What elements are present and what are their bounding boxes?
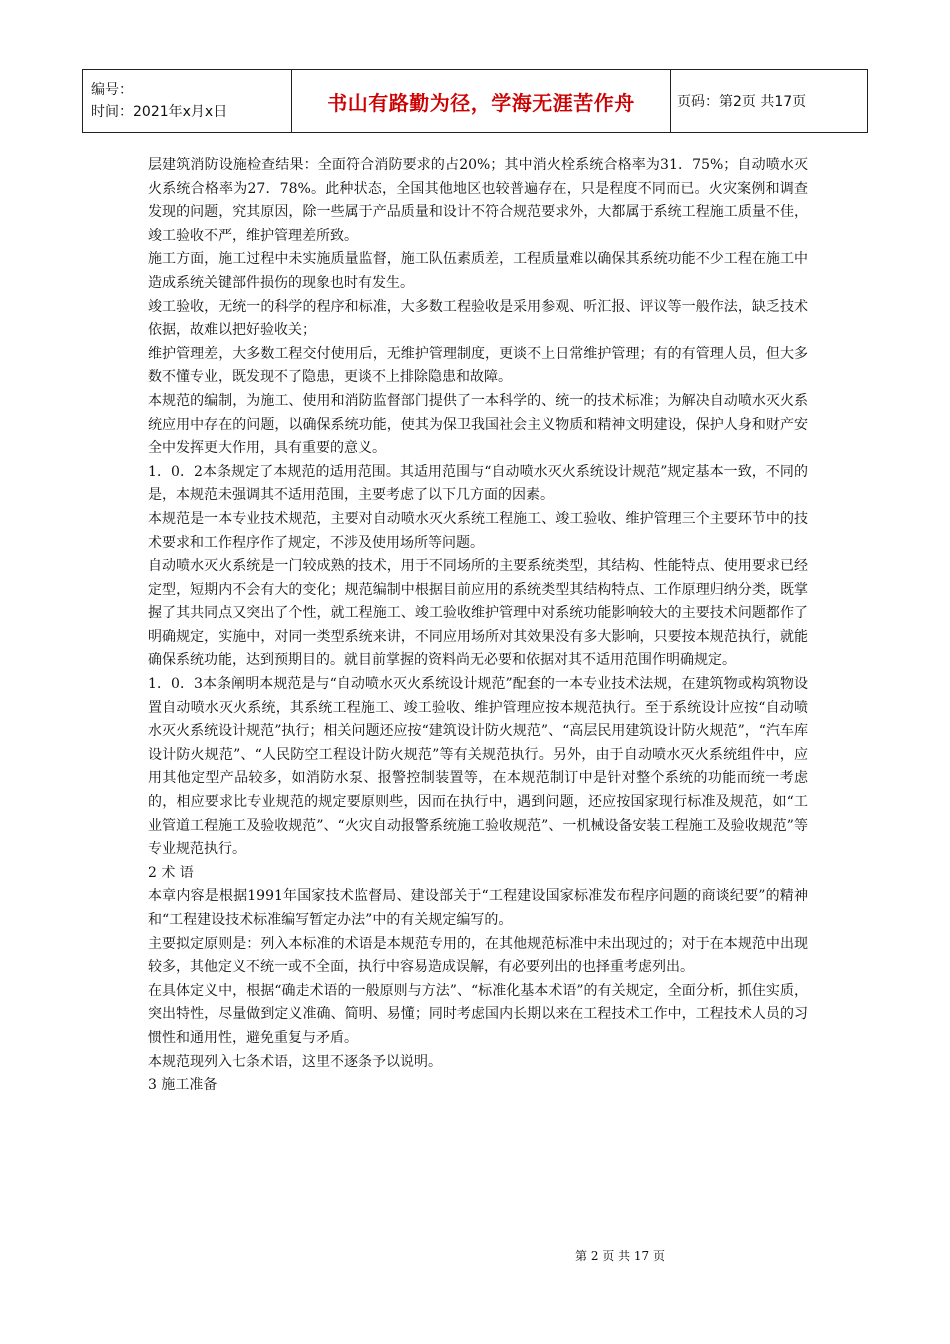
paragraph: 本规范现列入七条术语，这里不逐条予以说明。 [148, 1053, 442, 1070]
paragraph: 竣工验收，无统一的科学的程序和标准，大多数工程验收是采用参观、听汇报、评议等一般作法，缺乏技术依据，故难以把好验收关； [148, 298, 808, 339]
code-label: 编号： [91, 82, 133, 98]
paragraph: 在具体定义中，根据“确走术语的一般原则与方法”、“标准化基本术语”的有关规定，全面分析，抓住实质，突出特性，尽量做到定义准确、简明、易懂；同时考虑国内长期以来在工程技术工作中，工程技术人员的习惯性和通用性，避免重复与矛盾。 [148, 982, 808, 1046]
header-meta [83, 70, 292, 133]
paragraph: 本规范的编制，为施工、使用和消防监督部门提供了一本科学的、统一的技术标准；为解决自动喷水灭火系统应用中存在的问题，以确保系统功能，使其为保卫我国社会主义物质和精神文明建设，保护人身和财产安全中发挥更大作用，具有重要的意义。 [148, 392, 808, 457]
page-header [82, 69, 868, 133]
paragraph: 主要拟定原则是：列入本标准的术语是本规范专用的，在其他规范标准中未出现过的；对于在本规范中出现较多，其他定义不统一或不全面，执行中容易造成误解，有必要列出的也择重考虑列出。 [148, 935, 808, 976]
paragraph: 施工方面，施工过程中未实施质量监督，施工队伍素质差，工程质量难以确保其系统功能不少工程在施工中造成系统关键部件损伤的现象也时有发生。 [148, 251, 808, 291]
paragraph: 本规范是一本专业技术规范，主要对自动喷水灭火系统工程施工、竣工验收、维护管理三个主要环节中的技术要求和工作程序作了规定，不涉及使用场所等问题。 [148, 510, 808, 551]
header-page-info: 页码：第2页 共17页 [671, 70, 868, 133]
paragraph: 维护管理差，大多数工程交付使用后，无维护管理制度，更谈不上日常维护管理；有的有管理人员，但大多数不懂专业，既发现不了隐患，更谈不上排除隐患和故障。 [148, 345, 808, 386]
section-heading: 2 术 语 [148, 864, 194, 881]
paragraph: 本章内容是根据1991年国家技术监督局、建设部关于“工程建设国家标准发布程序问题的商谈纪要”的精神和“工程建设技术标准编写暂定办法”中的有关规定编写的。 [148, 888, 808, 928]
paragraph: 层建筑消防设施检查结果：全面符合消防要求的占20%；其中消火栓系统合格率为31．75%；自动喷水灭火系统合格率为27．78%。此种状态，全国其他地区也较普遍存在，只是程度不同而已。火灾案例和调查发现的问题，究其原因，除一些属于产品质量和设计不符合规范要求外，大都属于系统工程施工质量不佳，竣工验收不严，维护管理差所致。 [148, 157, 808, 244]
paragraph: 1．0．2本条规定了本规范的适用范围。其适用范围与“自动喷水灭火系统设计规范”规定基本一致，不同的是，本规范未强调其不适用范围，主要考虑了以下几方面的因素。 [148, 463, 808, 504]
document-body [148, 154, 808, 1098]
paragraph: 1．0．3本条阐明本规范是与“自动喷水灭火系统设计规范”配套的一本专业技术法规，在建筑物或构筑物设置自动喷水灭火系统，其系统工程施工、竣工验收、维护管理应按本规范执行。至于系统设计应按“自动喷水灭火系统设计规范”执行；相关问题还应按“建筑设计防火规范”、“高层民用建筑设计防火规范”，“汽车库设计防火规范”、“人民防空工程设计防火规范”等有关规范执行。另外，由于自动喷水灭火系统组件中，应用其他定型产品较多，如消防水泵、报警控制装置等，在本规范制订中是针对整个系统的功能而统一考虑的，相应要求比专业规范的规定要原则些，因而在执行中，遇到问题，还应按国家现行标准及规范，如“工业管道工程施工及验收规范”、“火灾自动报警系统施工验收规范”、一机械设备安装工程施工及验收规范”等专业规范执行。 [148, 676, 808, 858]
paragraph: 自动喷水灭火系统是一门较成熟的技术，用于不同场所的主要系统类型，其结构、性能特点、使用要求已经定型，短期内不会有大的变化；规范编制中根据目前应用的系统类型其结构特点、工作原理归纳分类，既掌握了其共同点又突出了个性，就工程施工、竣工验收维护管理中对系统功能影响较大的主要技术问题都作了明确规定，实施中，对同一类型系统来讲，不同应用场所对其效果没有多大影响，只要按本规范执行，就能确保系统功能，达到预期目的。就目前掌握的资料尚无必要和依据对其不适用范围作明确规定。 [148, 558, 808, 669]
page-footer: 第 2 页 共 17 页 [575, 1249, 665, 1263]
header-motto: 书山有路勤为径，学海无涯苦作舟 [292, 70, 671, 133]
date-label: 时间：2021年x月x日 [91, 104, 228, 120]
section-heading: 3 施工准备 [148, 1077, 218, 1094]
